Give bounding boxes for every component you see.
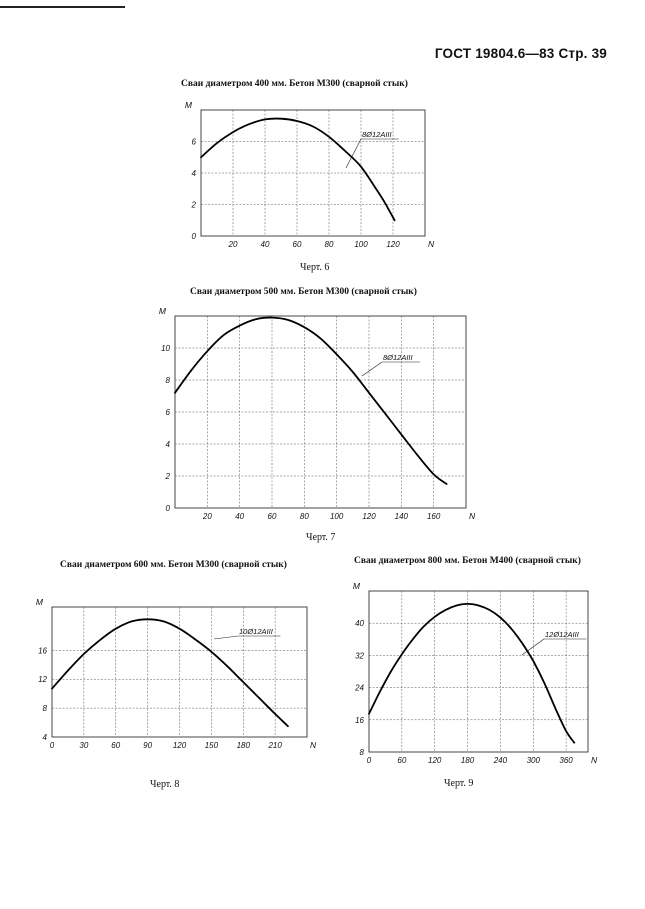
- chart-8-xtick-label: 120: [172, 741, 187, 750]
- chart-7-series-line: [175, 318, 447, 484]
- chart-9-ytick-label: 8: [359, 748, 364, 757]
- chart-6-series-label: 8Ø12АIII: [362, 130, 392, 139]
- chart-7-xlabel: N: [469, 511, 476, 521]
- chart-6-ytick-label: 2: [191, 200, 196, 210]
- chart-8-xtick-label: 180: [236, 741, 250, 750]
- chart-8-xlabel: N: [310, 740, 317, 750]
- chart-9-title: Сваи диаметром 800 мм. Бетон М400 (сварной стык): [354, 556, 581, 566]
- chart-8-xtick-label: 210: [268, 741, 282, 750]
- chart-9-caption: Черт. 9: [444, 778, 474, 789]
- chart-6-ytick-label: 6: [191, 137, 196, 147]
- chart-7-ytick-label: 8: [165, 376, 170, 385]
- chart-9-ytick-label: 24: [355, 683, 364, 693]
- chart-8-caption: Черт. 8: [150, 779, 180, 790]
- chart-8-xtick-label: 30: [79, 741, 89, 750]
- chart-6-xlabel: N: [428, 239, 435, 249]
- chart-7-xtick-label: 120: [362, 512, 376, 521]
- chart-6-xtick-label: 120: [386, 240, 400, 249]
- chart-7-caption: Черт. 7: [306, 532, 336, 543]
- chart-7-ytick-label: 6: [165, 408, 170, 417]
- chart-9-series-label: 12Ø12АIII: [545, 630, 579, 639]
- chart-9-xtick-label: 0: [366, 756, 372, 765]
- chart-7-ytick-label: 2: [165, 472, 170, 481]
- chart-9-ylabel: M: [352, 581, 360, 591]
- chart-9-xtick-label: 300: [526, 756, 540, 765]
- chart-9-ytick-label: 40: [355, 619, 364, 629]
- chart-7-series-leader: [362, 362, 382, 376]
- chart-9-ytick-label: 32: [355, 651, 364, 661]
- chart-9-ytick-label: 16: [355, 715, 364, 725]
- chart-7-xtick-label: 40: [235, 512, 245, 521]
- chart-9-xtick-label: 60: [397, 756, 407, 765]
- chart-9-series-line: [369, 604, 574, 743]
- chart-7-xtick-label: 160: [426, 512, 441, 521]
- chart-6-xtick-label: 100: [354, 240, 368, 249]
- chart-6-xtick-label: 80: [324, 240, 334, 249]
- chart-8-xtick-label: 60: [111, 741, 121, 750]
- chart-8-ytick-label: 12: [38, 675, 47, 685]
- chart-7-ytick-label: 4: [165, 440, 170, 449]
- chart-8-series-label: 10Ø12АIII: [239, 627, 273, 636]
- chart-8-ytick-label: 16: [38, 646, 47, 656]
- chart-6-xtick-label: 40: [260, 240, 270, 249]
- chart-9-xlabel: N: [591, 755, 598, 765]
- chart-8-ylabel: M: [35, 597, 43, 607]
- chart-6-ytick-label: 0: [191, 232, 196, 241]
- chart-7-series-label: 8Ø12АIII: [383, 353, 413, 362]
- chart-7-xtick-label: 80: [299, 512, 309, 521]
- chart-9-xtick-label: 360: [559, 756, 573, 765]
- chart-8-xtick-label: 150: [204, 741, 219, 750]
- chart-6-title: Сваи диаметром 400 мм. Бетон М300 (сварной стык): [181, 79, 408, 89]
- chart-6-xtick-label: 60: [292, 240, 302, 249]
- chart-7-ytick-label: 0: [165, 504, 170, 513]
- chart-9-xtick-label: 240: [493, 756, 508, 765]
- chart-7-title: Сваи диаметром 500 мм. Бетон М300 (сварной стык): [190, 287, 417, 297]
- chart-6-caption: Черт. 6: [300, 262, 330, 273]
- chart-7-ylabel: M: [158, 306, 166, 316]
- chart-9-xtick-label: 180: [460, 756, 475, 765]
- chart-8-xtick-label: 0: [49, 741, 55, 750]
- chart-8-ytick-label: 8: [42, 704, 47, 714]
- chart-6-xtick-label: 20: [228, 240, 238, 249]
- chart-6-ylabel: M: [184, 100, 192, 110]
- chart-8-title: Сваи диаметром 600 мм. Бетон М300 (сварной стык): [60, 560, 287, 570]
- chart-7-xtick-label: 20: [202, 512, 212, 521]
- chart-7-xtick-label: 140: [394, 512, 409, 521]
- chart-8-xtick-label: 90: [143, 741, 153, 750]
- chart-8-ytick-label: 4: [42, 733, 47, 742]
- chart-7-ytick-label: 10: [161, 344, 170, 353]
- page-header: ГОСТ 19804.6—83 Стр. 39: [434, 46, 607, 61]
- chart-7-xtick-label: 100: [329, 512, 344, 521]
- chart-9-xtick-label: 120: [428, 756, 442, 765]
- chart-6-ytick-label: 4: [191, 169, 196, 178]
- chart-8-series-leader: [214, 636, 238, 639]
- chart-7-xtick-label: 60: [267, 512, 277, 521]
